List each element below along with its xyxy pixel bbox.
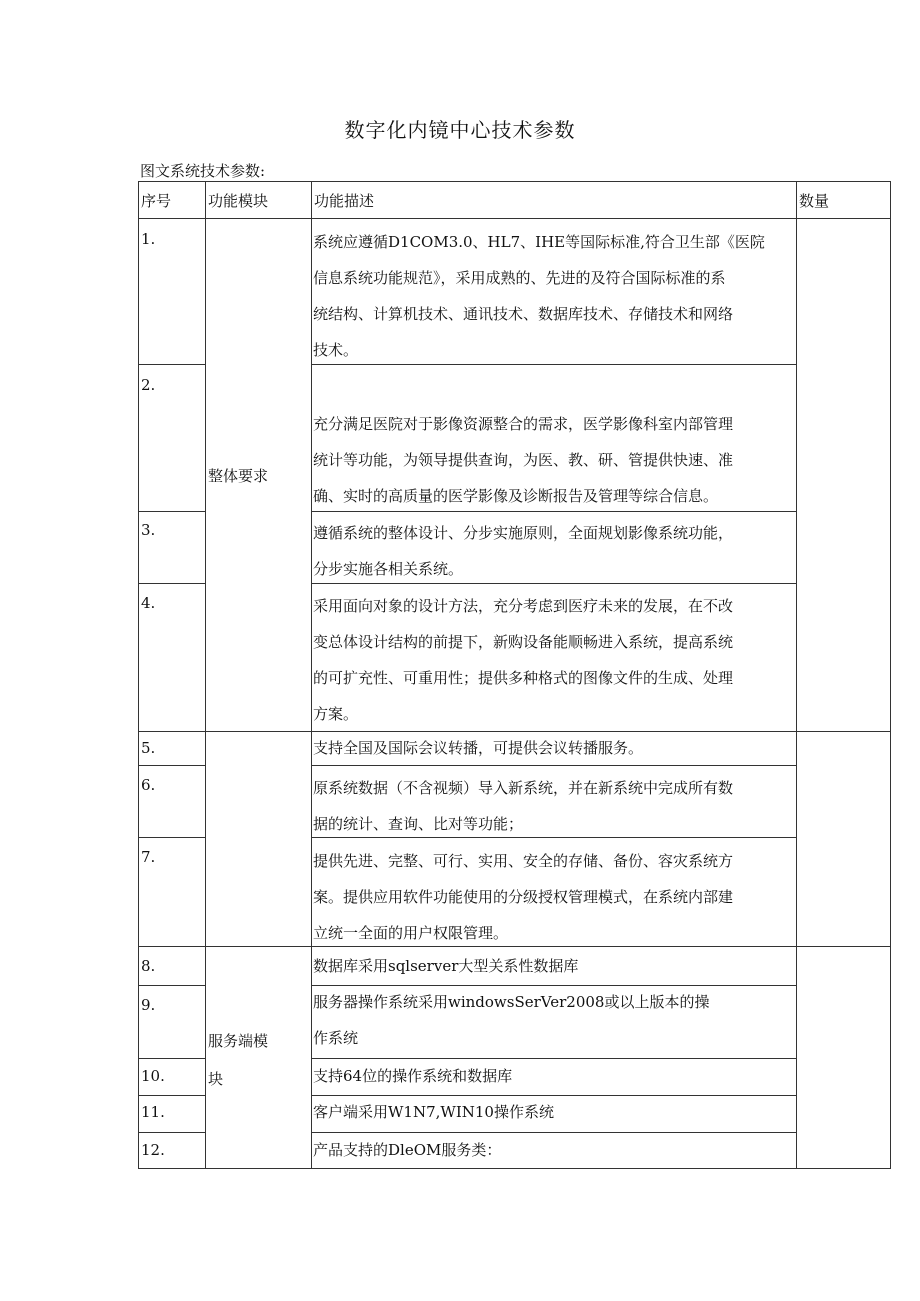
table-row-desc: 支持全国及国际会议转播，可提供会议转播服务。	[313, 739, 644, 757]
table-row-desc: 支持64位的操作系统和数据库	[313, 1067, 513, 1085]
row-number: 11.	[141, 1103, 165, 1121]
row-number: 3.	[141, 521, 156, 539]
section-subtitle: 图文系统技术参数:	[140, 162, 266, 180]
row-number: 6.	[141, 776, 156, 794]
table-row-desc: 数据库采用sqlserver大型关系性数据库	[313, 957, 579, 975]
row-number: 4.	[141, 594, 156, 612]
row-number: 5.	[141, 739, 156, 757]
row-number: 8.	[141, 957, 156, 975]
row-number: 10.	[141, 1067, 165, 1085]
table-row-desc: 遵循系统的整体设计、分步实施原则，全面规划影像系统功能， 分步实施各相关系统。	[313, 524, 734, 578]
row-number: 9.	[141, 996, 156, 1014]
module-server-line2: 块	[208, 1070, 224, 1088]
row-number: 7.	[141, 848, 156, 866]
row-number: 1.	[141, 230, 156, 248]
module-server-line1: 服务端模	[208, 1032, 269, 1050]
table-row-desc: 原系统数据（不含视频）导入新系统，并在新系统中完成所有数 据的统计、查询、比对等功能；	[313, 779, 734, 833]
page-title: 数字化内镜中心技术参数	[344, 118, 576, 142]
row-number: 2.	[141, 376, 156, 394]
header-seq: 序号	[141, 192, 172, 210]
header-desc: 功能描述	[314, 192, 375, 210]
header-qty: 数量	[799, 192, 830, 210]
table-row-desc: 系统应遵循D1COM3.0、HL7、IHE等国际标准,符合卫生部《医院 信息系统功能规范》，采用成熟的、先进的及符合国际标准的系 统结构、计算机技术、通讯技术、数据库技术、存储技术和网络 技术。	[313, 233, 765, 359]
table-row-desc: 提供先进、完整、可行、实用、安全的存储、备份、容灾系统方 案。提供应用软件功能使用的分级授权管理模式，在系统内部建 立统一全面的用户权限管理。	[313, 852, 734, 942]
row-number: 12.	[141, 1141, 165, 1159]
table-row-desc: 客户端采用W1N7,WIN10操作系统	[313, 1103, 554, 1121]
header-module: 功能模块	[208, 192, 269, 210]
table-row-desc: 服务器操作系统采用windowsSerVer2008或以上版本的操 作系统	[313, 993, 710, 1047]
table-row-desc: 采用面向对象的设计方法，充分考虑到医疗未来的发展，在不改 变总体设计结构的前提下，新购设备能顺畅进入系统，提高系统 的可扩充性、可重用性；提供多种格式的图像文件的生成、处理 方案。	[313, 597, 734, 723]
table-row-desc: 产品支持的DleOM服务类：	[313, 1141, 502, 1159]
module-overall: 整体要求	[208, 467, 269, 485]
table-row-desc: 充分满足医院对于影像资源整合的需求，医学影像科室内部管理 统计等功能，为领导提供查询，为医、教、研、管提供快速、准 确、实时的高质量的医学影像及诊断报告及管理等综合信息。	[313, 415, 734, 505]
